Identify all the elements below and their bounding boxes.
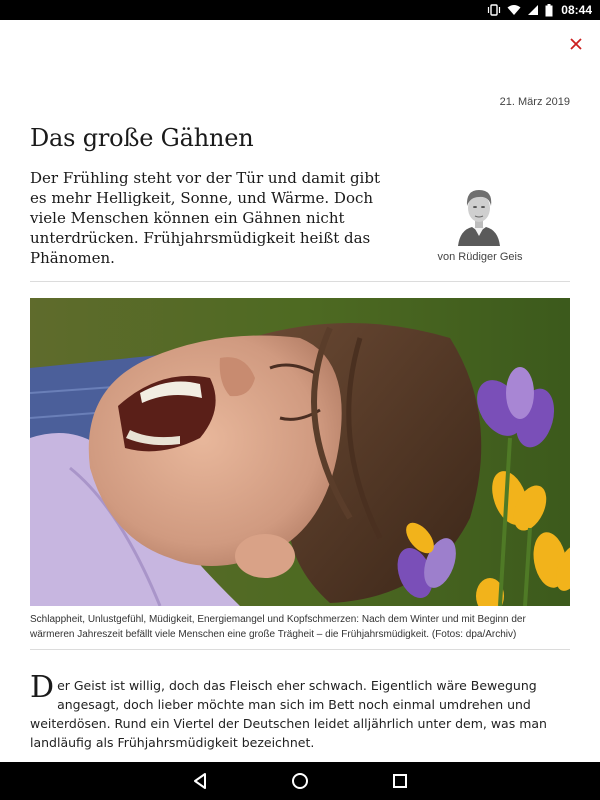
back-icon — [189, 771, 211, 791]
back-button[interactable] — [189, 771, 211, 791]
article-body-text: er Geist ist willig, doch das Fleisch eher schwach. Eigentlich wäre Bewegung angesagt, doch lieber möchte man sich im Bett noch einmal umdrehen und weiterdösen. Rund ein Viertel der Deutschen leidet alljährlich unter dem, was man landläufig als Frühjahrsmüdigkeit bezeichnet. — [30, 678, 547, 750]
status-icons — [487, 0, 592, 20]
article-title: Das große Gähnen — [30, 124, 254, 152]
battery-icon — [545, 4, 553, 17]
divider — [30, 649, 570, 650]
status-time: 08:44 — [561, 3, 592, 17]
vibrate-icon — [487, 4, 501, 16]
wifi-icon — [507, 4, 521, 16]
cellular-signal-icon — [527, 4, 539, 16]
drop-cap: D — [30, 670, 55, 705]
author-name: von Rüdiger Geis — [437, 251, 523, 263]
close-button[interactable] — [566, 34, 586, 54]
divider — [30, 281, 570, 282]
close-icon — [566, 34, 586, 54]
home-icon — [289, 771, 311, 791]
navigation-bar — [0, 762, 600, 800]
recents-icon — [389, 771, 411, 791]
status-bar — [0, 0, 600, 20]
article-image[interactable] — [30, 298, 570, 606]
recents-button[interactable] — [389, 771, 411, 791]
author-photo — [456, 184, 502, 246]
home-button[interactable] — [289, 771, 311, 791]
article-body — [30, 670, 570, 752]
image-caption: Schlappheit, Unlustgefühl, Müdigkeit, Energiemangel und Kopfschmerzen: Nach dem Winter und mit Beginn der wärmeren Jahreszeit befällt viele Menschen eine große Trägheit – die Frühjahrsmüdigkeit. (Fotos: dpa/Archiv) — [30, 614, 526, 640]
article-date: 21. März 2019 — [499, 96, 570, 108]
article-lead: Der Frühling steht vor der Tür und damit gibt es mehr Helligkeit, Sonne, und Wärme. Doch viele Menschen können ein Gähnen nicht unterdrücken. Frühjahrsmüdigkeit heißt das Phänomen. — [30, 169, 380, 267]
